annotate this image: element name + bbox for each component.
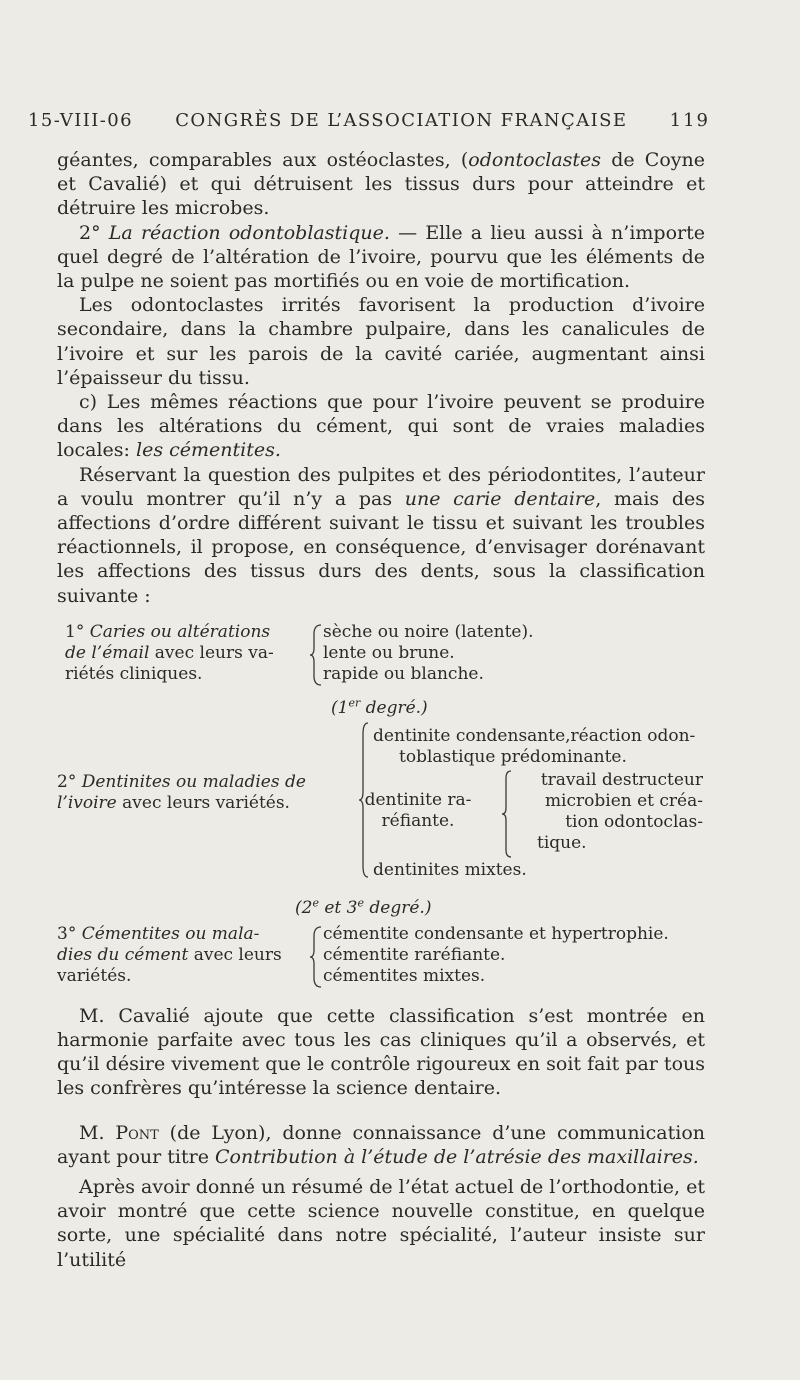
paragraph-8: Après avoir donné un résumé de l’état actuel de l’orthodontie, et avoir montré que cette science nouvelle constitue, en quelque sorte, une spécialité dans notre spécialité, l’auteur insiste sur l’utilité bbox=[57, 1176, 705, 1271]
group2-item-rarefiante: dentinite ra- réfiante. bbox=[364, 789, 472, 831]
paragraph-6: M. Cavalié ajoute que cette classification s’est montrée en harmonie parfaite avec tous les cas cliniques qu’il a observés, et qu’il désire vivement que le contrôle rigoureux en soit fait par tous les confrères qu’intéresse la science dentaire. bbox=[57, 1004, 705, 1100]
group1-degree: (1er degré.) bbox=[331, 696, 428, 718]
group3-label: 3° Cémentites ou mala- dies du cément avec leurs variétés. bbox=[57, 923, 282, 986]
group1-item: sèche ou noire (latente). bbox=[323, 621, 534, 642]
group1-label: 1° Caries ou altérations de l’émail avec leurs va- riétés cliniques. bbox=[65, 621, 274, 684]
author-name: Pont bbox=[115, 1121, 159, 1144]
group2-label: 2° Dentinites ou maladies de l’ivoire avec leurs variétés. bbox=[57, 771, 306, 813]
group1-varieties bbox=[323, 622, 534, 685]
group1-item: rapide ou blanche. bbox=[323, 663, 484, 684]
running-header bbox=[28, 110, 710, 131]
group2-sub-brace bbox=[501, 770, 513, 858]
paragraph-7: M. Pont (de Lyon), donne connaissance d’une communication ayant pour titre Contribution à l’étude de l’atrésie des maxillaires. bbox=[57, 1121, 705, 1168]
paragraph-4: c) Les mêmes réactions que pour l’ivoire peuvent se produire dans les altérations du cément, qui sont de vraies maladies locales: les cémentites. bbox=[57, 391, 705, 462]
paragraph-5: Réservant la question des pulpites et des périodontites, l’auteur a voulu montrer qu’il n’y a pas une carie dentaire, mais des affections d’ordre différent suivant le tissu et suivant les troubles réactionnels, il propose, en conséquence, d’envisager dorénavant les affections des tissus durs des dents, sous la classification suivante : bbox=[57, 463, 705, 607]
header-date: 15-VIII-06 bbox=[28, 110, 133, 131]
group3-item: cémentite raréfiante. bbox=[323, 944, 506, 965]
group2-degree: (2e et 3e degré.) bbox=[295, 896, 432, 918]
group1-item: lente ou brune. bbox=[323, 642, 455, 663]
group2-sub-description: travail destructeur microbien et créa- tion odontoclas- tique. bbox=[537, 769, 703, 853]
group3-item: cémentites mixtes. bbox=[323, 965, 486, 986]
page-body bbox=[57, 148, 705, 1272]
group3-item: cémentite condensante et hypertrophie. bbox=[323, 923, 669, 944]
paragraph-2: 2° La réaction odontoblastique. — Elle a lieu aussi à n’importe quel degré de l’altération de l’ivoire, pourvu que les éléments de la pulpe ne soient pas mortifiés ou en voie de mortification. bbox=[57, 221, 705, 293]
group2-item-mixtes: dentinites mixtes. bbox=[373, 859, 527, 880]
header-title: CONGRÈS DE L’ASSOCIATION FRANÇAISE bbox=[175, 110, 628, 131]
paragraph-3: Les odontoclastes irrités favorisent la production d’ivoire secondaire, dans la chambre pulpaire, dans les canalicules de l’ivoire et sur les parois de la cavité cariée, augmentant ainsi l’épaisseur du tissu. bbox=[57, 294, 705, 389]
group2-item-condensante: dentinite condensante,réaction odon- toblastique prédominante. bbox=[373, 725, 696, 767]
group3-varieties bbox=[323, 924, 669, 987]
group1-brace bbox=[309, 624, 323, 686]
group3-brace bbox=[309, 926, 323, 988]
paragraph-1: géantes, comparables aux ostéoclastes, (odontoclastes de Coyne et Cavalié) et qui détruisent les tissus durs pour atteindre et détruire les microbes. bbox=[57, 149, 705, 220]
classification-table bbox=[57, 622, 705, 984]
page-number: 119 bbox=[669, 110, 710, 131]
